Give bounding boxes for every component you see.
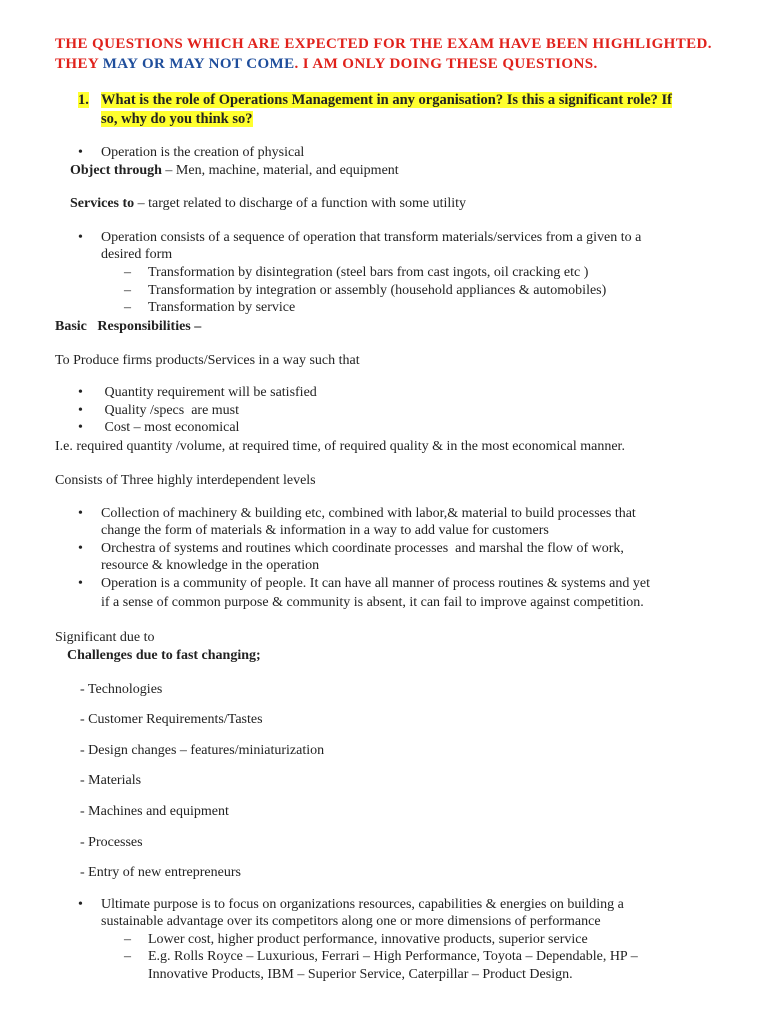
operation-line-2: desired form [101, 247, 173, 262]
bullet-icon: • [78, 385, 83, 400]
bullet-icon: • [78, 230, 83, 245]
challenge-item-2: - Customer Requirements/Tastes [80, 712, 263, 727]
bullet-icon: • [78, 576, 83, 591]
services-line [70, 195, 466, 213]
level-1-line-2: change the form of materials & information in a way to add value for customers [101, 523, 549, 538]
purpose-sub-2-line-2: Innovative Products, IBM – Superior Service, Caterpillar – Product Design. [148, 967, 573, 982]
purpose-sub-1: Lower cost, higher product performance, innovative products, superior service [148, 932, 588, 947]
significance-intro: Significant due to [55, 630, 155, 645]
operation-subitem-2: Transformation by integration or assembly (household appliances & automobiles) [148, 283, 607, 298]
operation-subitem-3: Transformation by service [148, 300, 296, 315]
operation-subitem-1: Transformation by disintegration (steel bars from cast ingots, oil cracking etc ) [148, 265, 589, 280]
challenge-item-4: - Materials [80, 773, 142, 788]
header-line-2-a: THEY [55, 56, 103, 72]
object-line [70, 162, 399, 180]
bullet-icon: • [78, 403, 83, 418]
object-text: – Men, machine, material, and equipment [161, 163, 399, 178]
purpose-sub-2-line-1: E.g. Rolls Royce – Luxurious, Ferrari – High Performance, Toyota – Dependable, HP – [148, 949, 638, 964]
bullet-icon: • [78, 145, 83, 160]
operation-line-1: Operation consists of a sequence of operation that transform materials/services from a given to a [101, 230, 642, 245]
question-line-1: What is the role of Operations Management in any organisation? Is this a significant role? If [101, 92, 673, 108]
significance-heading: Challenges due to fast changing; [67, 648, 261, 663]
header-line-2 [55, 56, 598, 74]
dash-icon: – [124, 265, 131, 280]
responsibility-item-3: Cost – most economical [101, 420, 240, 435]
challenge-item-3: - Design changes – features/miniaturization [80, 743, 325, 758]
dash-icon: – [124, 932, 131, 947]
responsibilities-heading: Basic Responsibilities – [55, 319, 202, 334]
header-line-2-b: MAY OR MAY NOT COME [102, 56, 295, 72]
responsibility-item-1: Quantity requirement will be satisfied [101, 385, 317, 400]
responsibilities-intro: To Produce firms products/Services in a way such that [55, 353, 360, 368]
responsibility-item-2: Quality /specs are must [101, 403, 240, 418]
dash-icon: – [124, 283, 131, 298]
dash-icon: – [124, 300, 131, 315]
intro-bullet-1: Operation is the creation of physical [101, 145, 305, 160]
object-label: Object through [70, 163, 162, 178]
level-3-line-2: if a sense of common purpose & community is absent, it can fail to improve against competition. [101, 595, 644, 610]
services-label: Services to [70, 196, 135, 211]
challenge-item-1: - Technologies [80, 682, 163, 697]
level-1-line-1: Collection of machinery & building etc, combined with labor,& material to build processes that [101, 506, 636, 521]
levels-intro: Consists of Three highly interdependent levels [55, 473, 316, 488]
level-2-line-1: Orchestra of systems and routines which coordinate processes and marshal the flow of work, [101, 541, 624, 556]
challenge-item-6: - Processes [80, 835, 143, 850]
bullet-icon: • [78, 420, 83, 435]
header-line-2-c: . I AM ONLY DOING THESE QUESTIONS. [294, 56, 598, 72]
dash-icon: – [124, 949, 131, 964]
services-text: – target related to discharge of a function with some utility [134, 196, 467, 211]
purpose-line-1: Ultimate purpose is to focus on organizations resources, capabilities & energies on building a [101, 897, 624, 912]
level-3-line-1: Operation is a community of people. It can have all manner of process routines & systems and yet [101, 576, 650, 591]
bullet-icon: • [78, 541, 83, 556]
responsibilities-summary: I.e. required quantity /volume, at required time, of required quality & in the most economical manner. [55, 439, 625, 454]
bullet-icon: • [78, 506, 83, 521]
purpose-line-2: sustainable advantage over its competitors along one or more dimensions of performance [101, 914, 601, 929]
challenge-item-5: - Machines and equipment [80, 804, 229, 819]
bullet-icon: • [78, 897, 83, 912]
level-2-line-2: resource & knowledge in the operation [101, 558, 320, 573]
question-number: 1. [78, 92, 89, 108]
header-line-1: THE QUESTIONS WHICH ARE EXPECTED FOR THE EXAM HAVE BEEN HIGHLIGHTED. [55, 36, 712, 52]
question-line-2: so, why do you think so? [101, 111, 253, 127]
challenge-item-7: - Entry of new entrepreneurs [80, 865, 241, 880]
